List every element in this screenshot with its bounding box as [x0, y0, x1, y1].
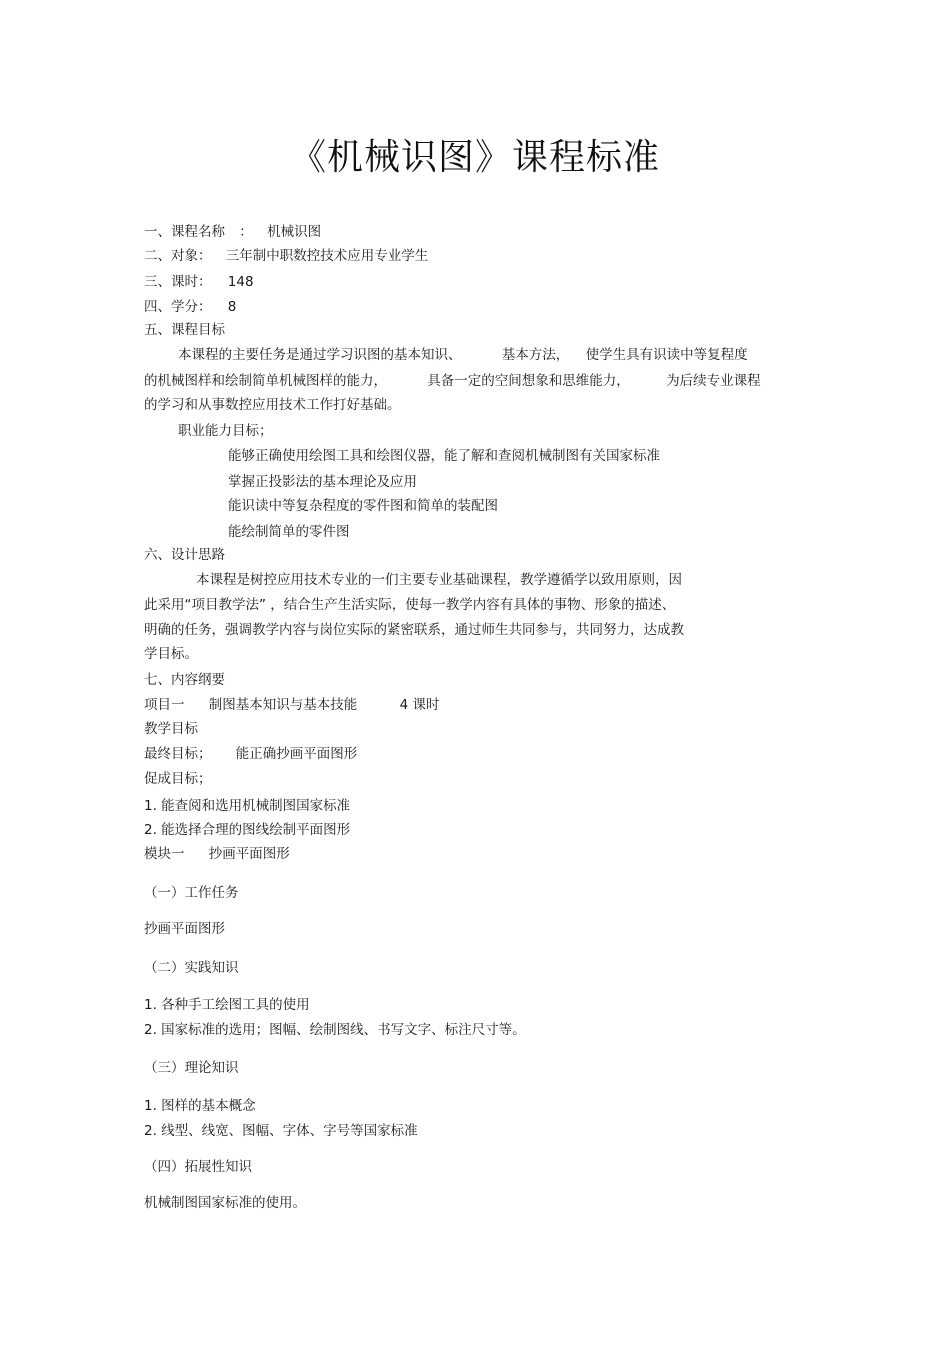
final-goal-label: 最终目标；: [144, 746, 212, 762]
practice-item: 1. 各种手工绘图工具的使用: [144, 997, 310, 1013]
document-title: 《机械识图》课程标准: [289, 137, 660, 178]
work-task-content: 抄画平面图形: [144, 921, 225, 937]
goal-text-segment: 基本方法，: [501, 347, 570, 363]
enabling-goal-item: 1. 能查阅和选用机械制图国家标准: [144, 798, 351, 814]
ability-item: 能识读中等复杂程度的零件图和简单的装配图: [228, 498, 498, 514]
hours-line: [144, 273, 254, 291]
extension-content: 机械制图国家标准的使用。: [144, 1195, 306, 1211]
design-paragraph-line: 此采用“项目教学法” ，结合生产生活实际，使每一教学内容有具体的事物、形象的描述、: [144, 597, 676, 613]
hours-value: 148: [227, 274, 254, 290]
course-name-label: 一、课程名称: [144, 224, 225, 240]
course-name-line: [144, 223, 321, 241]
design-paragraph-line: 明确的任务，强调教学内容与岗位实际的紧密联系，通过师生共同参与，共同努力，达成教: [144, 622, 684, 638]
ability-item: 能绘制简单的零件图: [228, 524, 350, 540]
design-paragraph-line: 学目标。: [144, 646, 198, 662]
design-heading: 六、设计思路: [144, 547, 225, 563]
enabling-goal-heading: 促成目标；: [144, 771, 212, 787]
theory-item: 2. 线型、线宽、图幅、字体、字号等国家标准: [144, 1123, 418, 1139]
ability-item: 掌握正投影法的基本理论及应用: [228, 474, 417, 490]
work-task-heading: （一）工作任务: [144, 885, 239, 901]
credits-value: 8: [227, 299, 237, 315]
enabling-goal-item: 2. 能选择合理的图线绘制平面图形: [144, 822, 351, 838]
ability-heading: 职业能力目标；: [178, 423, 273, 439]
module-line: [144, 845, 290, 863]
practice-item: 2. 国家标准的选用；图幅、绘制图线、书写文字、标注尺寸等。: [144, 1022, 526, 1038]
extension-heading: （四）拓展性知识: [144, 1159, 252, 1175]
project-hours: 4 课时: [399, 697, 440, 713]
goal-paragraph-line: [178, 346, 748, 364]
project-title: 制图基本知识与基本技能: [208, 697, 358, 713]
goal-paragraph-line: 的学习和从事数控应用技术工作打好基础。: [144, 397, 401, 413]
content-outline-heading: 七、内容纲要: [144, 672, 225, 688]
audience-line: [144, 247, 428, 265]
final-goal-value: 能正确抄画平面图形: [235, 746, 358, 762]
goal-text-segment: 的机械图样和绘制简单机械图样的能力，: [144, 373, 387, 389]
project-name: 项目一: [144, 697, 185, 713]
project-line: [144, 696, 439, 714]
goal-text-segment: 本课程的主要任务是通过学习识图的基本知识、: [178, 347, 462, 363]
goal-text-segment: 具备一定的空间想象和思维能力，: [427, 373, 630, 389]
goal-text-segment: 使学生具有识读中等复程度: [585, 347, 748, 363]
practice-heading: （二）实践知识: [144, 960, 239, 976]
course-goal-heading: 五、课程目标: [144, 322, 225, 338]
hours-label: 三、课时：: [144, 274, 212, 290]
final-goal-line: [144, 745, 357, 763]
audience-value: 三年制中职数控技术应用专业学生: [225, 248, 429, 264]
theory-heading: （三）理论知识: [144, 1060, 239, 1076]
ability-item: 能够正确使用绘图工具和绘图仪器，能了解和查阅机械制图有关国家标准: [228, 448, 660, 464]
credits-label: 四、学分：: [144, 299, 212, 315]
goal-text-segment: 为后续专业课程: [666, 373, 761, 389]
course-name-value: 机械识图: [267, 224, 322, 240]
teaching-goal-heading: 教学目标: [144, 721, 198, 737]
course-name-colon: ：: [239, 224, 253, 240]
theory-item: 1. 图样的基本概念: [144, 1098, 256, 1114]
audience-label: 二、对象：: [144, 248, 212, 264]
credits-line: [144, 298, 236, 316]
module-title: 抄画平面图形: [208, 846, 290, 862]
goal-paragraph-line: [144, 372, 761, 390]
module-name: 模块一: [144, 846, 185, 862]
design-paragraph-line: 本课程是树控应用技术专业的一们主要专业基础课程，教学遵循学以致用原则，因: [196, 572, 682, 588]
